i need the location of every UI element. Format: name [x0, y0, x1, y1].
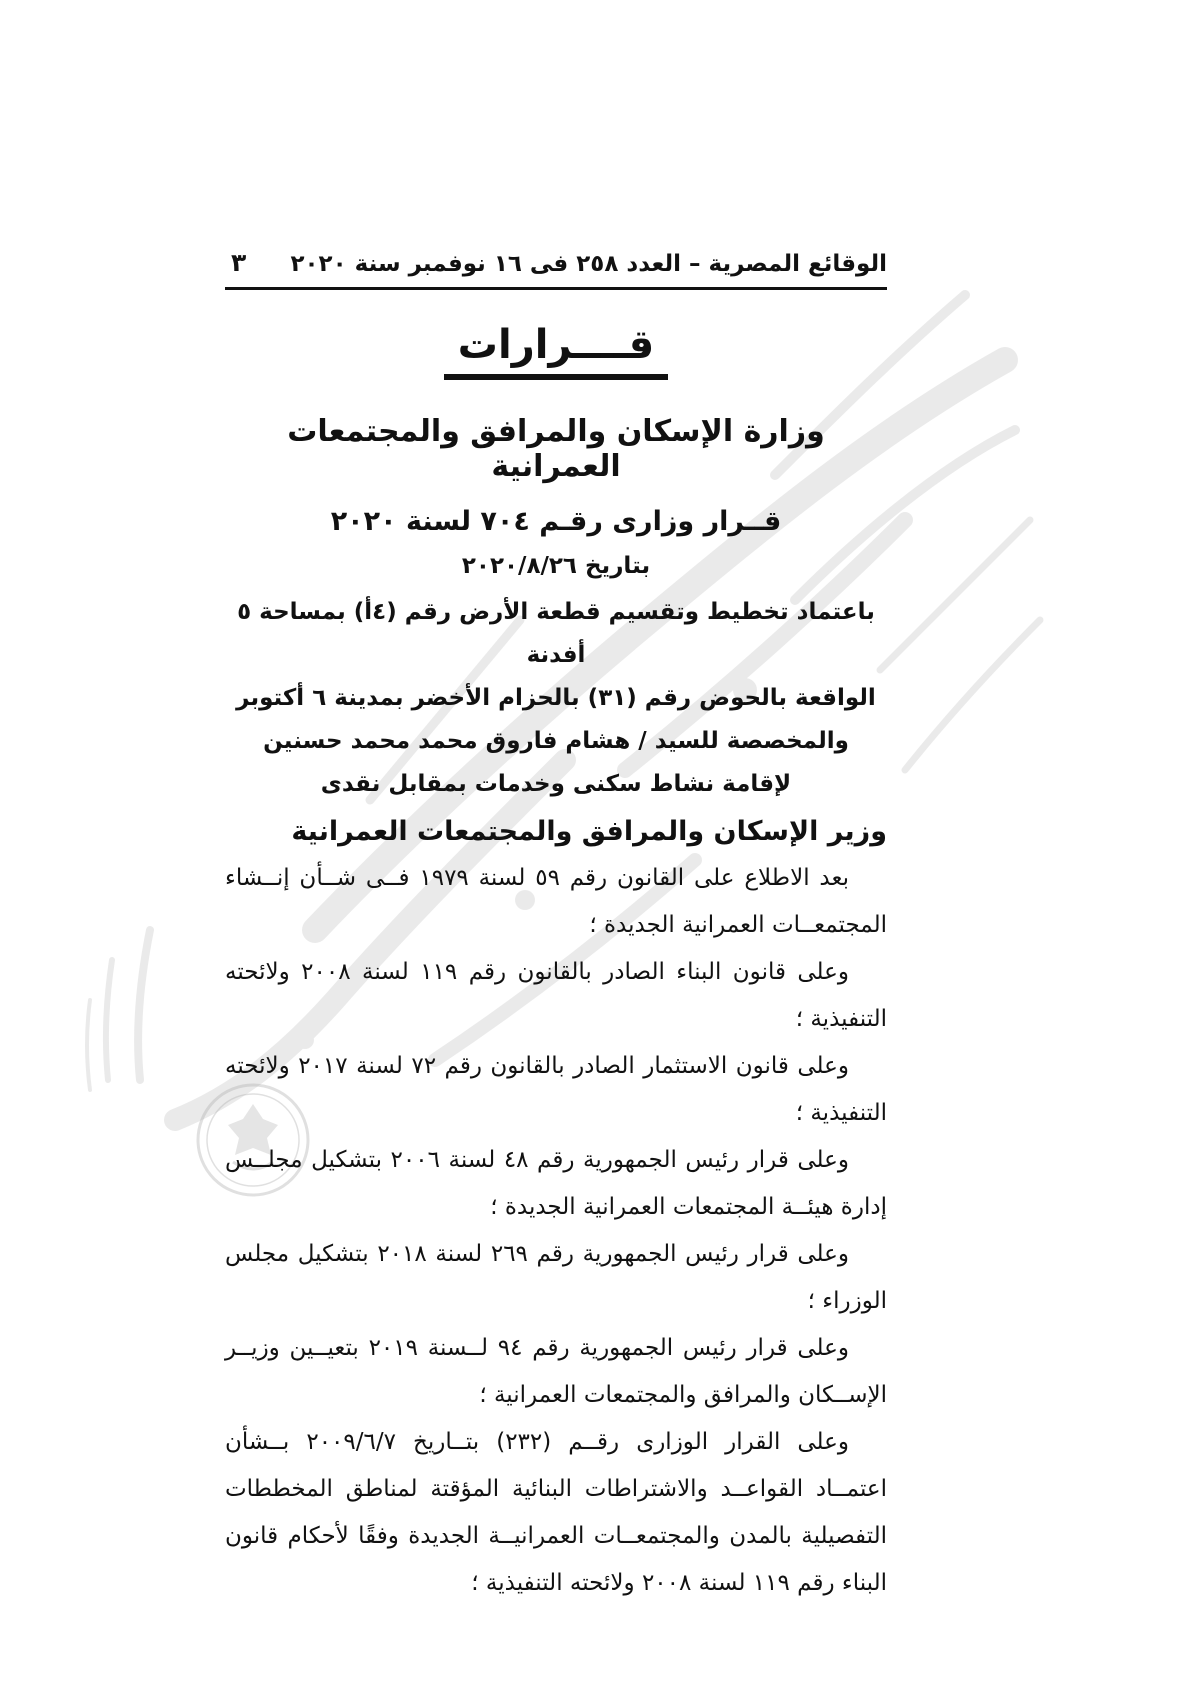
- page-header: [225, 248, 887, 277]
- section-title: قــــرارات: [444, 322, 668, 380]
- preamble-paragraph: وعلى قرار رئيس الجمهورية رقم ٢٦٩ لسنة ٢٠١٨ بتشكيل مجلس الوزراء ؛: [225, 1241, 887, 1314]
- preamble: [225, 855, 887, 1607]
- preamble-paragraph: بعد الاطلاع على القانون رقم ٥٩ لسنة ١٩٧٩ فــى شــأن إنــشاء المجتمعــات العمرانية الجديدة ؛: [225, 865, 887, 938]
- ministry-title: وزارة الإسكان والمرافق والمجتمعات العمرانية: [287, 414, 825, 484]
- decree-subject: [225, 591, 887, 806]
- subject-line: باعتماد تخطيط وتقسيم قطعة الأرض رقم (٤أ) بمساحة ٥ أفدنة: [237, 599, 875, 668]
- issue-line: الوقائع المصرية – العدد ٢٥٨ فى ١٦ نوفمبر سنة ٢٠٢٠: [290, 251, 887, 277]
- subject-line: الواقعة بالحوض رقم (٣١) بالحزام الأخضر بمدينة ٦ أكتوبر: [236, 685, 876, 711]
- page-number: ٣: [231, 248, 247, 277]
- authority-heading: وزير الإسكان والمرافق والمجتمعات العمرانية: [291, 816, 887, 847]
- section-title-row: [225, 322, 887, 380]
- preamble-paragraph: وعلى قانون الاستثمار الصادر بالقانون رقم ٧٢ لسنة ٢٠١٧ ولائحته التنفيذية ؛: [225, 1053, 887, 1126]
- decree-date: بتاريخ ٢٠٢٠/٨/٢٦: [461, 553, 651, 579]
- subject-line: لإقامة نشاط سكنى وخدمات بمقابل نقدى: [320, 771, 792, 797]
- subject-line: والمخصصة للسيد / هشام فاروق محمد محمد حسنين: [263, 728, 849, 754]
- preamble-paragraph: وعلى قانون البناء الصادر بالقانون رقم ١١٩ لسنة ٢٠٠٨ ولائحته التنفيذية ؛: [225, 959, 887, 1032]
- decree-title: قــرار وزارى رقـم ٧٠٤ لسنة ٢٠٢٠: [330, 506, 782, 537]
- preamble-paragraph: وعلى القرار الوزارى رقــم (٢٣٢) بتــاريخ ٢٠٠٩/٦/٧ بــشأن اعتمــاد القواعــد والاشتراطات البنائية المؤقتة لمناطق المخططات التفصيلية بالمدن والمجتمعــات العمرانيــة الجديدة وفقًا لأحكام قانون البناء رقم ١١٩ لسنة ٢٠٠٨ ولائحته التنفيذية ؛: [225, 1429, 887, 1596]
- header-rule: [225, 287, 887, 290]
- preamble-paragraph: وعلى قرار رئيس الجمهورية رقم ٤٨ لسنة ٢٠٠٦ بتشكيل مجلــس إدارة هيئــة المجتمعات العمرانية الجديدة ؛: [225, 1147, 887, 1220]
- preamble-paragraph: وعلى قرار رئيس الجمهورية رقم ٩٤ لــسنة ٢٠١٩ بتعيــين وزيــر الإســكان والمرافق والمجتمعات العمرانية ؛: [225, 1335, 887, 1408]
- document-body: [225, 248, 887, 1607]
